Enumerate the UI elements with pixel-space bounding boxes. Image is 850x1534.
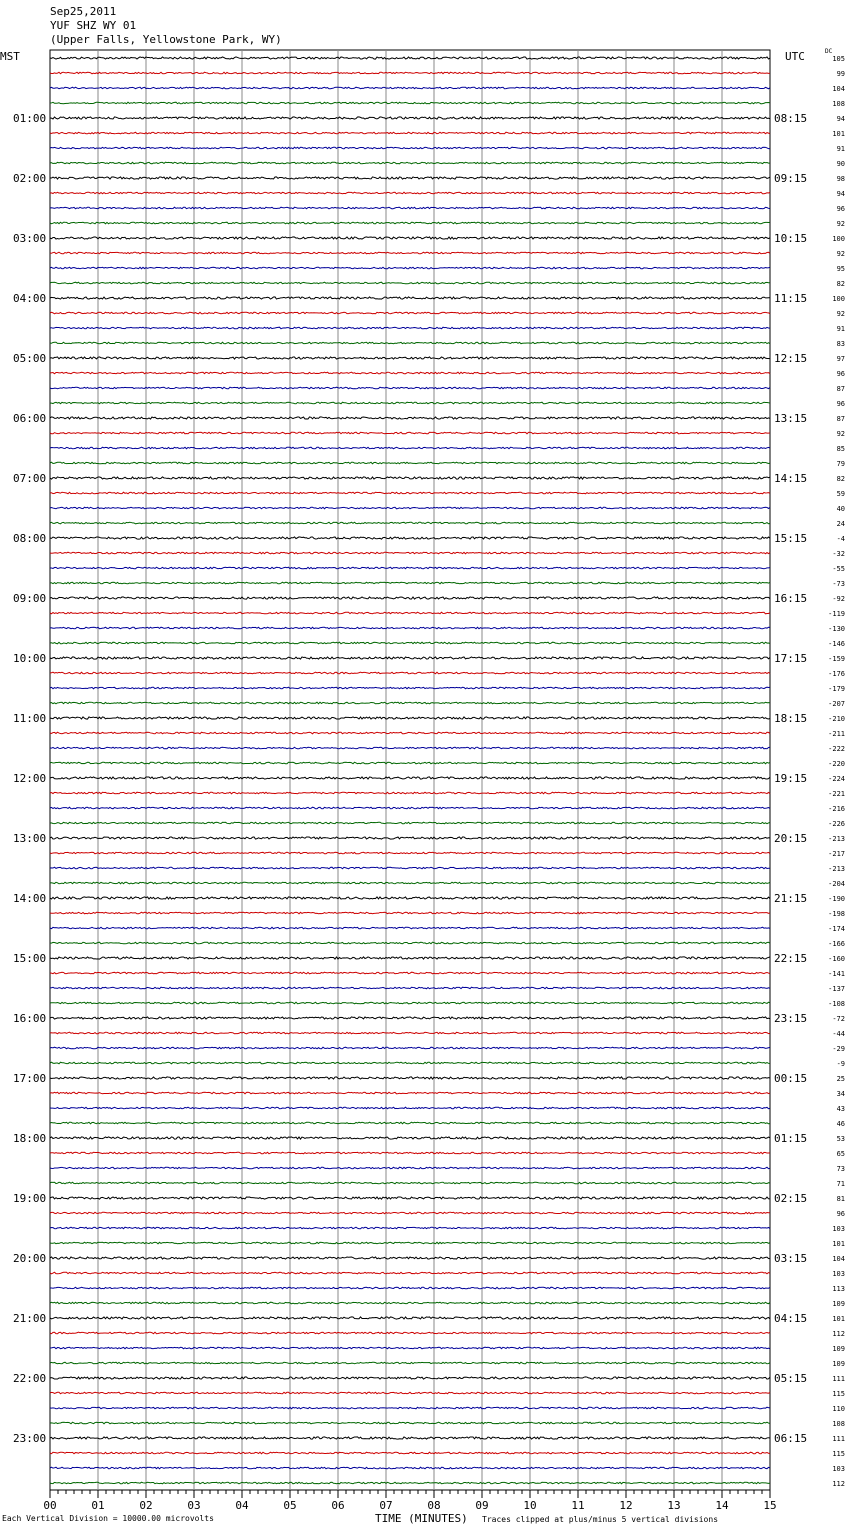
utc-hour-label: 11:15 — [774, 292, 808, 305]
trace-row — [50, 162, 770, 164]
trace-row — [50, 537, 770, 539]
dc-offset-label: 73 — [836, 1165, 845, 1173]
dc-offset-label: 115 — [832, 1450, 845, 1458]
dc-offset-label: 94 — [836, 115, 845, 123]
dc-offset-label: 92 — [836, 250, 845, 258]
trace-row — [50, 1182, 770, 1184]
station-code: YUF SHZ WY 01 — [50, 19, 137, 32]
utc-hour-label: 20:15 — [774, 832, 808, 845]
trace-row — [50, 1272, 770, 1274]
trace-row — [50, 1047, 770, 1049]
utc-hour-label: 23:15 — [774, 1012, 808, 1025]
trace-row — [50, 147, 770, 149]
mst-hour-label: 05:00 — [13, 352, 47, 365]
trace-row — [50, 432, 770, 434]
dc-offset-label: -213 — [828, 865, 845, 873]
trace-row — [50, 252, 770, 254]
trace-row — [50, 1122, 770, 1124]
x-tick-label: 01 — [91, 1499, 105, 1512]
utc-hour-label: 12:15 — [774, 352, 808, 365]
dc-offset-label: 100 — [832, 235, 845, 243]
trace-row — [50, 312, 770, 314]
trace-row — [50, 1317, 770, 1319]
chart-date: Sep25,2011 — [50, 5, 117, 18]
trace-row — [50, 957, 770, 959]
dc-offset-label: -108 — [828, 1000, 845, 1008]
dc-offset-label: -174 — [828, 925, 845, 933]
dc-offset-label: -72 — [832, 1015, 845, 1023]
trace-row — [50, 912, 770, 914]
dc-offset-label: 34 — [836, 1090, 845, 1098]
mst-hour-label: 19:00 — [13, 1192, 47, 1205]
mst-hour-label: 03:00 — [13, 232, 47, 245]
dc-offset-label: 101 — [832, 1315, 845, 1323]
trace-row — [50, 942, 770, 944]
dc-offset-label: 85 — [836, 445, 845, 453]
dc-offset-label: 100 — [832, 295, 845, 303]
trace-row — [50, 327, 770, 329]
dc-offset-label: -217 — [828, 850, 845, 858]
trace-row — [50, 1107, 770, 1109]
trace-row — [50, 1422, 770, 1424]
trace-row — [50, 1032, 770, 1034]
trace-row — [50, 882, 770, 884]
dc-offset-label: 115 — [832, 1390, 845, 1398]
dc-offset-label: -220 — [828, 760, 845, 768]
dc-offset-label: 109 — [832, 1300, 845, 1308]
trace-row — [50, 672, 770, 674]
trace-row — [50, 237, 770, 239]
trace-row — [50, 1347, 770, 1349]
trace-row — [50, 462, 770, 464]
trace-row — [50, 102, 770, 104]
dc-offset-label: -179 — [828, 685, 845, 693]
trace-row — [50, 627, 770, 629]
mst-hour-label: 22:00 — [13, 1372, 47, 1385]
dc-offset-label: 82 — [836, 280, 845, 288]
dc-offset-label: 40 — [836, 505, 845, 513]
trace-row — [50, 582, 770, 584]
trace-row — [50, 1377, 770, 1379]
trace-row — [50, 357, 770, 359]
mst-hour-label: 16:00 — [13, 1012, 47, 1025]
dc-offset-label: 112 — [832, 1480, 845, 1488]
utc-hour-label: 18:15 — [774, 712, 808, 725]
trace-row — [50, 1227, 770, 1229]
trace-row — [50, 867, 770, 869]
dc-offset-label: -73 — [832, 580, 845, 588]
dc-offset-label: 82 — [836, 475, 845, 483]
dc-offset-label: -216 — [828, 805, 845, 813]
dc-offset-label: 94 — [836, 190, 845, 198]
dc-offset-label: 104 — [832, 1255, 845, 1263]
dc-offset-label: 103 — [832, 1225, 845, 1233]
utc-hour-label: 00:15 — [774, 1072, 808, 1085]
mst-hour-label: 10:00 — [13, 652, 47, 665]
trace-row — [50, 717, 770, 719]
x-tick-label: 05 — [283, 1499, 297, 1512]
dc-offset-label: -141 — [828, 970, 845, 978]
trace-row — [50, 492, 770, 494]
trace-row — [50, 1287, 770, 1289]
scale-note: Each Vertical Division = 10000.00 microvolts — [2, 1514, 214, 1523]
dc-offset-label: -146 — [828, 640, 845, 648]
dc-offset-label: -55 — [832, 565, 845, 573]
trace-row — [50, 132, 770, 134]
trace-row — [50, 402, 770, 404]
trace-row — [50, 732, 770, 734]
trace-row — [50, 477, 770, 479]
trace-row — [50, 1437, 770, 1439]
utc-hour-label: 14:15 — [774, 472, 808, 485]
mst-hour-label: 15:00 — [13, 952, 47, 965]
mst-hour-label: 02:00 — [13, 172, 47, 185]
trace-row — [50, 807, 770, 809]
dc-offset-label: 96 — [836, 400, 845, 408]
dc-offset-label: 96 — [836, 205, 845, 213]
mst-hour-label: 13:00 — [13, 832, 47, 845]
x-tick-label: 08 — [427, 1499, 441, 1512]
trace-row — [50, 612, 770, 614]
trace-row — [50, 1077, 770, 1079]
utc-hour-label: 06:15 — [774, 1432, 808, 1445]
left-timezone-label: MST — [0, 50, 20, 63]
mst-hour-label: 07:00 — [13, 472, 47, 485]
clip-note: Traces clipped at plus/minus 5 vertical divisions — [482, 1515, 719, 1524]
mst-hour-label: 17:00 — [13, 1072, 47, 1085]
trace-row — [50, 1392, 770, 1394]
trace-row — [50, 282, 770, 284]
trace-row — [50, 687, 770, 689]
trace-row — [50, 1362, 770, 1364]
utc-hour-label: 03:15 — [774, 1252, 808, 1265]
utc-hour-label: 15:15 — [774, 532, 808, 545]
dc-offset-label: 112 — [832, 1330, 845, 1338]
dc-offset-label: 99 — [836, 70, 845, 78]
dc-offset-label: 90 — [836, 160, 845, 168]
trace-row — [50, 1452, 770, 1454]
dc-offset-label: -159 — [828, 655, 845, 663]
dc-offset-label: -204 — [828, 880, 845, 888]
dc-offset-label: -29 — [832, 1045, 845, 1053]
x-tick-label: 03 — [187, 1499, 201, 1512]
trace-row — [50, 987, 770, 989]
trace-row — [50, 1092, 770, 1094]
trace-row — [50, 822, 770, 824]
trace-row — [50, 267, 770, 269]
x-tick-label: 09 — [475, 1499, 489, 1512]
mst-hour-label: 06:00 — [13, 412, 47, 425]
dc-offset-label: -222 — [828, 745, 845, 753]
dc-offset-label: -211 — [828, 730, 845, 738]
dc-offset-label: -137 — [828, 985, 845, 993]
dc-offset-label: 104 — [832, 85, 845, 93]
x-tick-label: 02 — [139, 1499, 153, 1512]
utc-hour-label: 13:15 — [774, 412, 808, 425]
x-tick-label: 14 — [715, 1499, 729, 1512]
mst-hour-label: 12:00 — [13, 772, 47, 785]
trace-row — [50, 567, 770, 569]
dc-offset-label: 71 — [836, 1180, 845, 1188]
dc-offset-label: 97 — [836, 355, 845, 363]
trace-row — [50, 777, 770, 779]
x-tick-label: 11 — [571, 1499, 585, 1512]
trace-row — [50, 1407, 770, 1409]
dc-offset-label: 92 — [836, 430, 845, 438]
x-tick-label: 07 — [379, 1499, 393, 1512]
dc-offset-label: -4 — [836, 535, 845, 543]
dc-offset-label: 91 — [836, 325, 845, 333]
trace-row — [50, 792, 770, 794]
dc-offset-label: -160 — [828, 955, 845, 963]
trace-row — [50, 207, 770, 209]
trace-row — [50, 927, 770, 929]
trace-row — [50, 1482, 770, 1484]
trace-row — [50, 507, 770, 509]
dc-offset-label: 24 — [836, 520, 845, 528]
dc-offset-label: 108 — [832, 100, 845, 108]
trace-row — [50, 657, 770, 659]
x-tick-label: 13 — [667, 1499, 681, 1512]
trace-row — [50, 642, 770, 644]
trace-row — [50, 1002, 770, 1004]
dc-offset-label: 111 — [832, 1435, 845, 1443]
trace-row — [50, 1137, 770, 1139]
x-tick-label: 15 — [763, 1499, 777, 1512]
dc-offset-label: 101 — [832, 130, 845, 138]
dc-offset-label: 92 — [836, 220, 845, 228]
dc-offset-label: 65 — [836, 1150, 845, 1158]
dc-offset-label: 59 — [836, 490, 845, 498]
trace-row — [50, 702, 770, 704]
dc-offset-label: 109 — [832, 1345, 845, 1353]
dc-offset-label: -166 — [828, 940, 845, 948]
trace-row — [50, 117, 770, 119]
trace-row — [50, 597, 770, 599]
trace-row — [50, 72, 770, 74]
mst-hour-label: 23:00 — [13, 1432, 47, 1445]
trace-row — [50, 87, 770, 89]
dc-offset-label: 103 — [832, 1465, 845, 1473]
trace-row — [50, 222, 770, 224]
utc-hour-label: 16:15 — [774, 592, 808, 605]
trace-row — [50, 342, 770, 344]
trace-row — [50, 852, 770, 854]
mst-hour-label: 09:00 — [13, 592, 47, 605]
dc-offset-label: -176 — [828, 670, 845, 678]
x-tick-label: 04 — [235, 1499, 249, 1512]
dc-offset-label: 108 — [832, 1420, 845, 1428]
trace-row — [50, 1257, 770, 1259]
trace-row — [50, 1332, 770, 1334]
trace-row — [50, 1467, 770, 1469]
utc-hour-label: 22:15 — [774, 952, 808, 965]
dc-offset-label: 87 — [836, 385, 845, 393]
trace-row — [50, 1152, 770, 1154]
dc-offset-label: 105 — [832, 55, 845, 63]
x-tick-label: 00 — [43, 1499, 57, 1512]
utc-hour-label: 19:15 — [774, 772, 808, 785]
utc-hour-label: 04:15 — [774, 1312, 808, 1325]
dc-offset-label: -130 — [828, 625, 845, 633]
x-tick-label: 10 — [523, 1499, 537, 1512]
station-location: (Upper Falls, Yellowstone Park, WY) — [50, 33, 282, 46]
trace-row — [50, 972, 770, 974]
trace-row — [50, 57, 770, 59]
dc-offset-label: -190 — [828, 895, 845, 903]
utc-hour-label: 02:15 — [774, 1192, 808, 1205]
trace-row — [50, 387, 770, 389]
trace-row — [50, 837, 770, 839]
dc-offset-label: -224 — [828, 775, 845, 783]
dc-offset-label: 92 — [836, 310, 845, 318]
mst-hour-label: 18:00 — [13, 1132, 47, 1145]
utc-hour-label: 01:15 — [774, 1132, 808, 1145]
dc-offset-label: -32 — [832, 550, 845, 558]
trace-row — [50, 1212, 770, 1214]
right-timezone-label: UTC — [785, 50, 805, 63]
trace-row — [50, 762, 770, 764]
trace-row — [50, 417, 770, 419]
dc-offset-label: -119 — [828, 610, 845, 618]
utc-hour-label: 09:15 — [774, 172, 808, 185]
dc-offset-label: 110 — [832, 1405, 845, 1413]
dc-offset-label: -210 — [828, 715, 845, 723]
trace-row — [50, 1017, 770, 1019]
dc-offset-label: 79 — [836, 460, 845, 468]
dc-offset-label: -213 — [828, 835, 845, 843]
trace-row — [50, 747, 770, 749]
trace-row — [50, 447, 770, 449]
trace-row — [50, 897, 770, 899]
x-axis-title: TIME (MINUTES) — [375, 1512, 468, 1525]
dc-offset-label: 96 — [836, 1210, 845, 1218]
dc-offset-label: 83 — [836, 340, 845, 348]
dc-offset-label: 111 — [832, 1375, 845, 1383]
dc-offset-label: -44 — [832, 1030, 845, 1038]
trace-row — [50, 1242, 770, 1244]
dc-offset-label: 113 — [832, 1285, 845, 1293]
mst-hour-label: 01:00 — [13, 112, 47, 125]
trace-row — [50, 192, 770, 194]
utc-hour-label: 17:15 — [774, 652, 808, 665]
mst-hour-label: 08:00 — [13, 532, 47, 545]
utc-hour-label: 10:15 — [774, 232, 808, 245]
dc-offset-label: 98 — [836, 175, 845, 183]
utc-hour-label: 08:15 — [774, 112, 808, 125]
trace-row — [50, 1197, 770, 1199]
dc-offset-label: 103 — [832, 1270, 845, 1278]
mst-hour-label: 14:00 — [13, 892, 47, 905]
x-tick-label: 12 — [619, 1499, 633, 1512]
dc-offset-label: 43 — [836, 1105, 845, 1113]
mst-hour-label: 04:00 — [13, 292, 47, 305]
mst-hour-label: 11:00 — [13, 712, 47, 725]
dc-header-label: DC — [825, 48, 833, 55]
dc-offset-label: 96 — [836, 370, 845, 378]
dc-offset-label: -198 — [828, 910, 845, 918]
mst-hour-label: 21:00 — [13, 1312, 47, 1325]
dc-offset-label: -226 — [828, 820, 845, 828]
dc-offset-label: 53 — [836, 1135, 845, 1143]
trace-row — [50, 372, 770, 374]
dc-offset-label: 109 — [832, 1360, 845, 1368]
dc-offset-label: 95 — [836, 265, 845, 273]
dc-offset-label: -92 — [832, 595, 845, 603]
utc-hour-label: 21:15 — [774, 892, 808, 905]
dc-offset-label: -221 — [828, 790, 845, 798]
x-tick-label: 06 — [331, 1499, 345, 1512]
dc-offset-label: 25 — [836, 1075, 845, 1083]
dc-offset-label: -9 — [836, 1060, 845, 1068]
dc-offset-label: 91 — [836, 145, 845, 153]
trace-row — [50, 1167, 770, 1169]
dc-offset-label: -207 — [828, 700, 845, 708]
mst-hour-label: 20:00 — [13, 1252, 47, 1265]
trace-row — [50, 522, 770, 524]
utc-hour-label: 05:15 — [774, 1372, 808, 1385]
trace-row — [50, 297, 770, 299]
dc-offset-label: 87 — [836, 415, 845, 423]
dc-offset-label: 101 — [832, 1240, 845, 1248]
trace-row — [50, 1302, 770, 1304]
trace-row — [50, 177, 770, 179]
trace-row — [50, 1062, 770, 1064]
dc-offset-label: 46 — [836, 1120, 845, 1128]
dc-offset-label: 81 — [836, 1195, 845, 1203]
trace-row — [50, 552, 770, 554]
